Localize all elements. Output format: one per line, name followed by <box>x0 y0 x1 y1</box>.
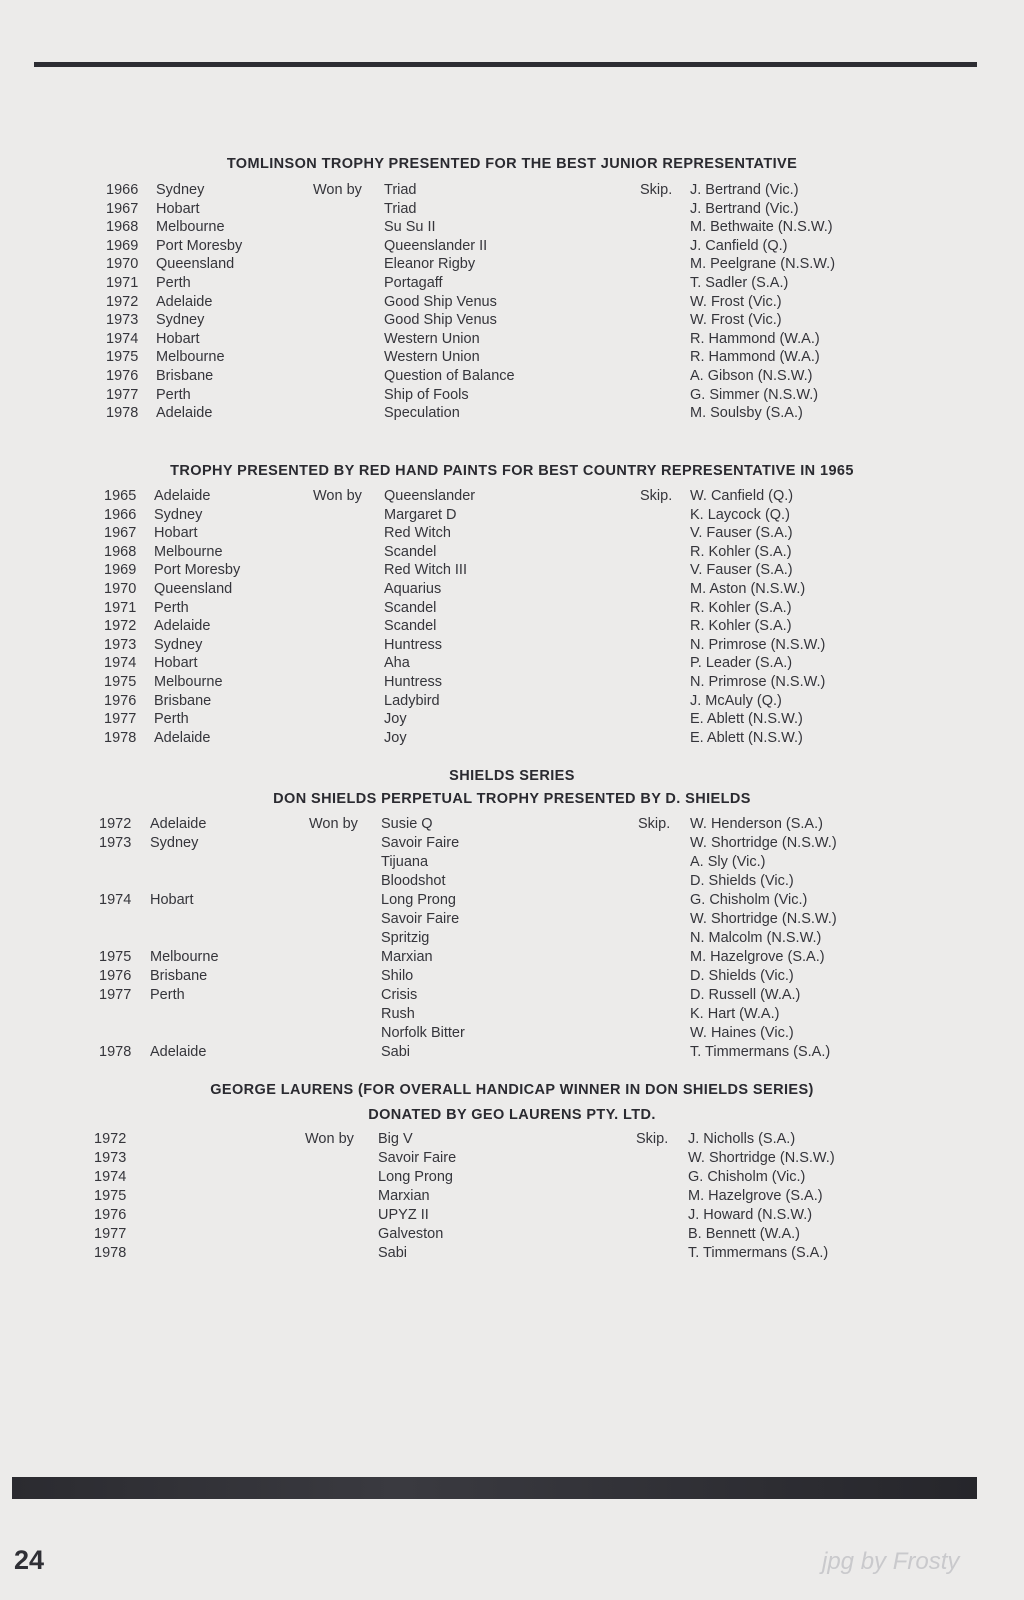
venue: Hobart <box>156 330 200 347</box>
skipper-name: G. Chisholm (Vic.) <box>688 1169 806 1185</box>
skipper-name: J. Canfield (Q.) <box>690 237 788 254</box>
yacht-name: Sabi <box>381 1044 411 1060</box>
result-row <box>0 948 1024 967</box>
venue: Melbourne <box>154 674 223 690</box>
yacht-name: Long Prong <box>381 892 456 908</box>
skipper-name: E. Ablett (N.S.W.) <box>690 711 803 728</box>
result-row <box>0 218 1024 237</box>
skipper-name: W. Shortridge (N.S.W.) <box>690 911 837 927</box>
year: 1965 <box>104 488 137 504</box>
result-row <box>0 255 1024 274</box>
yacht-name: Huntress <box>384 636 443 653</box>
result-row <box>0 967 1024 986</box>
skipper-name: J. Howard (N.S.W.) <box>688 1207 813 1223</box>
yacht-name: Joy <box>384 711 407 728</box>
venue: Perth <box>154 599 189 616</box>
year: 1972 <box>104 618 137 635</box>
result-row <box>0 986 1024 1005</box>
result-row <box>0 386 1024 405</box>
skipper-name: M. Aston (N.S.W.) <box>690 581 806 597</box>
skipper-name: G. Chisholm (Vic.) <box>690 892 808 908</box>
venue: Port Moresby <box>154 562 241 579</box>
year: 1968 <box>104 543 137 560</box>
year: 1972 <box>99 816 132 832</box>
result-row <box>0 1149 1024 1168</box>
year: 1970 <box>104 581 137 597</box>
result-row <box>0 524 1024 543</box>
venue: Adelaide <box>150 816 207 832</box>
result-row <box>0 200 1024 219</box>
result-row <box>0 729 1024 748</box>
venue: Queensland <box>154 581 233 597</box>
venue: Adelaide <box>154 488 211 504</box>
result-row <box>0 487 1024 506</box>
venue: Brisbane <box>156 368 214 384</box>
yacht-name: Western Union <box>384 349 480 366</box>
yacht-name: Susie Q <box>381 816 433 832</box>
year: 1966 <box>106 182 139 198</box>
yacht-name: Marxian <box>378 1188 430 1204</box>
skipper-name: V. Fauser (S.A.) <box>690 562 793 579</box>
result-row <box>0 274 1024 293</box>
section-heading: TROPHY PRESENTED BY RED HAND PAINTS FOR BEST COUNTRY REPRESENTATIVE IN 1965 <box>170 463 854 479</box>
venue: Hobart <box>154 655 198 672</box>
skipper-name: J. McAuly (Q.) <box>690 692 782 709</box>
year: 1976 <box>106 368 139 384</box>
result-row <box>0 311 1024 330</box>
yacht-name: Good Ship Venus <box>384 312 497 329</box>
venue: Perth <box>156 386 191 403</box>
yacht-name: Shilo <box>381 968 414 984</box>
year: 1969 <box>104 562 137 579</box>
skipper-name: T. Timmermans (S.A.) <box>688 1245 829 1261</box>
result-row <box>0 1130 1024 1149</box>
result-row <box>0 1206 1024 1225</box>
skipper-name: J. Bertrand (Vic.) <box>690 200 799 217</box>
venue: Adelaide <box>154 618 211 635</box>
result-row <box>0 348 1024 367</box>
result-row <box>0 710 1024 729</box>
year: 1969 <box>106 237 139 254</box>
result-row <box>0 1005 1024 1024</box>
won-by-label: Won by <box>313 182 362 198</box>
result-row <box>0 599 1024 618</box>
year: 1976 <box>94 1207 127 1223</box>
year: 1975 <box>94 1188 127 1204</box>
result-row <box>0 910 1024 929</box>
yacht-name: Aha <box>384 655 410 672</box>
result-row <box>0 891 1024 910</box>
yacht-name: Huntress <box>384 674 443 690</box>
year: 1971 <box>106 275 139 291</box>
yacht-name: Bloodshot <box>381 873 446 889</box>
skip-label: Skip. <box>640 488 673 504</box>
year: 1973 <box>99 835 132 851</box>
venue: Queensland <box>156 256 235 273</box>
result-row <box>0 404 1024 423</box>
year: 1967 <box>104 525 137 542</box>
yacht-name: Margaret D <box>384 506 457 523</box>
yacht-name: Crisis <box>381 987 418 1003</box>
skipper-name: W. Frost (Vic.) <box>690 293 782 310</box>
venue: Melbourne <box>156 219 225 236</box>
skipper-name: M. Peelgrane (N.S.W.) <box>690 256 836 273</box>
skipper-name: T. Sadler (S.A.) <box>690 275 789 291</box>
section-heading: DON SHIELDS PERPETUAL TROPHY PRESENTED BY D. SHIELDS <box>273 791 751 807</box>
yacht-name: UPYZ II <box>378 1207 429 1223</box>
year: 1976 <box>104 692 137 709</box>
year: 1966 <box>104 506 137 523</box>
skip-label: Skip. <box>640 182 673 198</box>
yacht-name: Aquarius <box>384 581 442 597</box>
skipper-name: W. Frost (Vic.) <box>690 312 782 329</box>
yacht-name: Sabi <box>378 1245 408 1261</box>
venue: Brisbane <box>154 692 212 709</box>
venue: Sydney <box>150 835 199 851</box>
year: 1972 <box>106 293 139 310</box>
result-row <box>0 330 1024 349</box>
section-heading: TOMLINSON TROPHY PRESENTED FOR THE BEST JUNIOR REPRESENTATIVE <box>226 156 798 172</box>
yacht-name: Big V <box>378 1131 413 1147</box>
yacht-name: Norfolk Bitter <box>381 1025 465 1041</box>
venue: Brisbane <box>150 968 208 984</box>
result-row <box>0 853 1024 872</box>
skipper-name: W. Canfield (Q.) <box>690 488 794 504</box>
won-by-label: Won by <box>313 488 362 504</box>
year: 1976 <box>99 968 132 984</box>
yacht-name: Su Su II <box>384 219 436 236</box>
skipper-name: D. Russell (W.A.) <box>690 987 801 1003</box>
result-row <box>0 654 1024 673</box>
yacht-name: Joy <box>384 729 407 746</box>
section-heading: GEORGE LAURENS (FOR OVERALL HANDICAP WINNER IN DON SHIELDS SERIES) <box>210 1082 814 1098</box>
year: 1978 <box>99 1044 132 1060</box>
venue: Hobart <box>150 892 194 908</box>
venue: Adelaide <box>154 729 211 746</box>
venue: Sydney <box>154 636 203 653</box>
skipper-name: W. Shortridge (N.S.W.) <box>688 1150 835 1166</box>
skipper-name: K. Hart (W.A.) <box>690 1006 780 1022</box>
yacht-name: Savoir Faire <box>381 835 460 851</box>
year: 1977 <box>99 987 132 1003</box>
skipper-name: J. Nicholls (S.A.) <box>688 1131 796 1147</box>
venue: Sydney <box>156 312 205 329</box>
skipper-name: N. Primrose (N.S.W.) <box>690 674 826 690</box>
year: 1977 <box>104 711 137 728</box>
yacht-name: Tijuana <box>381 854 429 870</box>
yacht-name: Scandel <box>384 599 437 616</box>
year: 1978 <box>106 405 139 422</box>
year: 1974 <box>99 892 132 908</box>
result-row <box>0 1187 1024 1206</box>
skipper-name: A. Sly (Vic.) <box>690 854 766 870</box>
result-row <box>0 237 1024 256</box>
yacht-name: Savoir Faire <box>378 1150 457 1166</box>
venue: Melbourne <box>154 543 223 560</box>
result-row <box>0 692 1024 711</box>
venue: Adelaide <box>156 293 213 310</box>
venue: Sydney <box>154 506 203 523</box>
skipper-name: J. Bertrand (Vic.) <box>690 182 799 198</box>
result-row <box>0 929 1024 948</box>
year: 1973 <box>106 312 139 329</box>
result-row <box>0 506 1024 525</box>
yacht-name: Scandel <box>384 618 437 635</box>
top-rule <box>34 62 977 67</box>
yacht-name: Ship of Fools <box>384 386 469 403</box>
yacht-name: Queenslander <box>384 488 476 504</box>
result-row <box>0 580 1024 599</box>
skipper-name: R. Hammond (W.A.) <box>690 349 820 366</box>
skipper-name: R. Kohler (S.A.) <box>690 543 792 560</box>
skipper-name: M. Bethwaite (N.S.W.) <box>690 219 833 236</box>
skipper-name: A. Gibson (N.S.W.) <box>690 368 813 384</box>
skipper-name: T. Timmermans (S.A.) <box>690 1044 831 1060</box>
skipper-name: K. Laycock (Q.) <box>690 506 790 523</box>
skipper-name: R. Kohler (S.A.) <box>690 618 792 635</box>
skipper-name: W. Haines (Vic.) <box>690 1025 794 1041</box>
result-row <box>0 872 1024 891</box>
yacht-name: Red Witch III <box>384 562 467 579</box>
result-row <box>0 1244 1024 1263</box>
section-heading: DONATED BY GEO LAURENS PTY. LTD. <box>368 1107 656 1123</box>
venue: Perth <box>150 987 185 1003</box>
year: 1971 <box>104 599 137 616</box>
venue: Melbourne <box>156 349 225 366</box>
skipper-name: N. Malcolm (N.S.W.) <box>690 930 822 946</box>
venue: Adelaide <box>150 1044 207 1060</box>
skipper-name: D. Shields (Vic.) <box>690 873 794 889</box>
year: 1974 <box>104 655 137 672</box>
result-row <box>0 617 1024 636</box>
year: 1977 <box>106 386 139 403</box>
won-by-label: Won by <box>309 816 358 832</box>
yacht-name: Marxian <box>381 949 433 965</box>
result-row <box>0 636 1024 655</box>
venue: Hobart <box>156 200 200 217</box>
yacht-name: Savoir Faire <box>381 911 460 927</box>
section-heading: SHIELDS SERIES <box>449 768 575 784</box>
year: 1967 <box>106 200 139 217</box>
yacht-name: Spritzig <box>381 930 430 946</box>
skip-label: Skip. <box>638 816 671 832</box>
result-row <box>0 1168 1024 1187</box>
year: 1974 <box>106 330 139 347</box>
yacht-name: Triad <box>384 200 417 217</box>
page-number: 24 <box>14 1545 45 1575</box>
yacht-name: Western Union <box>384 330 480 347</box>
skipper-name: P. Leader (S.A.) <box>690 655 793 672</box>
year: 1974 <box>94 1169 127 1185</box>
skipper-name: E. Ablett (N.S.W.) <box>690 729 803 746</box>
year: 1972 <box>94 1131 127 1147</box>
skipper-name: R. Hammond (W.A.) <box>690 330 820 347</box>
year: 1977 <box>94 1226 127 1242</box>
yacht-name: Scandel <box>384 543 437 560</box>
yacht-name: Galveston <box>378 1226 444 1242</box>
skipper-name: N. Primrose (N.S.W.) <box>690 636 826 653</box>
yacht-name: Long Prong <box>378 1169 453 1185</box>
venue: Adelaide <box>156 405 213 422</box>
result-row <box>0 561 1024 580</box>
result-row <box>0 673 1024 692</box>
year: 1975 <box>106 349 139 366</box>
skipper-name: D. Shields (Vic.) <box>690 968 794 984</box>
won-by-label: Won by <box>305 1131 354 1147</box>
year: 1973 <box>104 636 137 653</box>
skipper-name: M. Hazelgrove (S.A.) <box>690 949 825 965</box>
result-row <box>0 815 1024 834</box>
yacht-name: Question of Balance <box>384 368 515 384</box>
result-row <box>0 543 1024 562</box>
yacht-name: Queenslander II <box>384 237 488 254</box>
result-row <box>0 834 1024 853</box>
venue: Melbourne <box>150 949 219 965</box>
venue: Perth <box>154 711 189 728</box>
result-row <box>0 1024 1024 1043</box>
venue: Port Moresby <box>156 237 243 254</box>
watermark: jpg by Frosty <box>822 1548 960 1575</box>
yacht-name: Speculation <box>384 405 460 422</box>
yacht-name: Triad <box>384 182 417 198</box>
year: 1973 <box>94 1150 127 1166</box>
yacht-name: Red Witch <box>384 525 451 542</box>
venue: Sydney <box>156 182 205 198</box>
yacht-name: Rush <box>381 1006 415 1022</box>
skipper-name: M. Hazelgrove (S.A.) <box>688 1188 823 1204</box>
yacht-name: Good Ship Venus <box>384 293 497 310</box>
skipper-name: V. Fauser (S.A.) <box>690 525 793 542</box>
result-row <box>0 181 1024 200</box>
year: 1970 <box>106 256 139 273</box>
skipper-name: W. Shortridge (N.S.W.) <box>690 835 837 851</box>
venue: Perth <box>156 275 191 291</box>
year: 1978 <box>94 1245 127 1261</box>
yacht-name: Eleanor Rigby <box>384 256 476 273</box>
result-row <box>0 293 1024 312</box>
skipper-name: R. Kohler (S.A.) <box>690 599 792 616</box>
yacht-name: Portagaff <box>384 275 443 291</box>
venue: Hobart <box>154 525 198 542</box>
skip-label: Skip. <box>636 1131 669 1147</box>
year: 1978 <box>104 729 137 746</box>
skipper-name: M. Soulsby (S.A.) <box>690 405 803 422</box>
skipper-name: B. Bennett (W.A.) <box>688 1226 801 1242</box>
year: 1968 <box>106 219 139 236</box>
skipper-name: G. Simmer (N.S.W.) <box>690 386 819 403</box>
result-row <box>0 367 1024 386</box>
bottom-rule <box>12 1477 977 1499</box>
result-row <box>0 1225 1024 1244</box>
result-row <box>0 1043 1024 1062</box>
year: 1975 <box>104 674 137 690</box>
yacht-name: Ladybird <box>384 692 440 709</box>
skipper-name: W. Henderson (S.A.) <box>690 816 823 832</box>
year: 1975 <box>99 949 132 965</box>
